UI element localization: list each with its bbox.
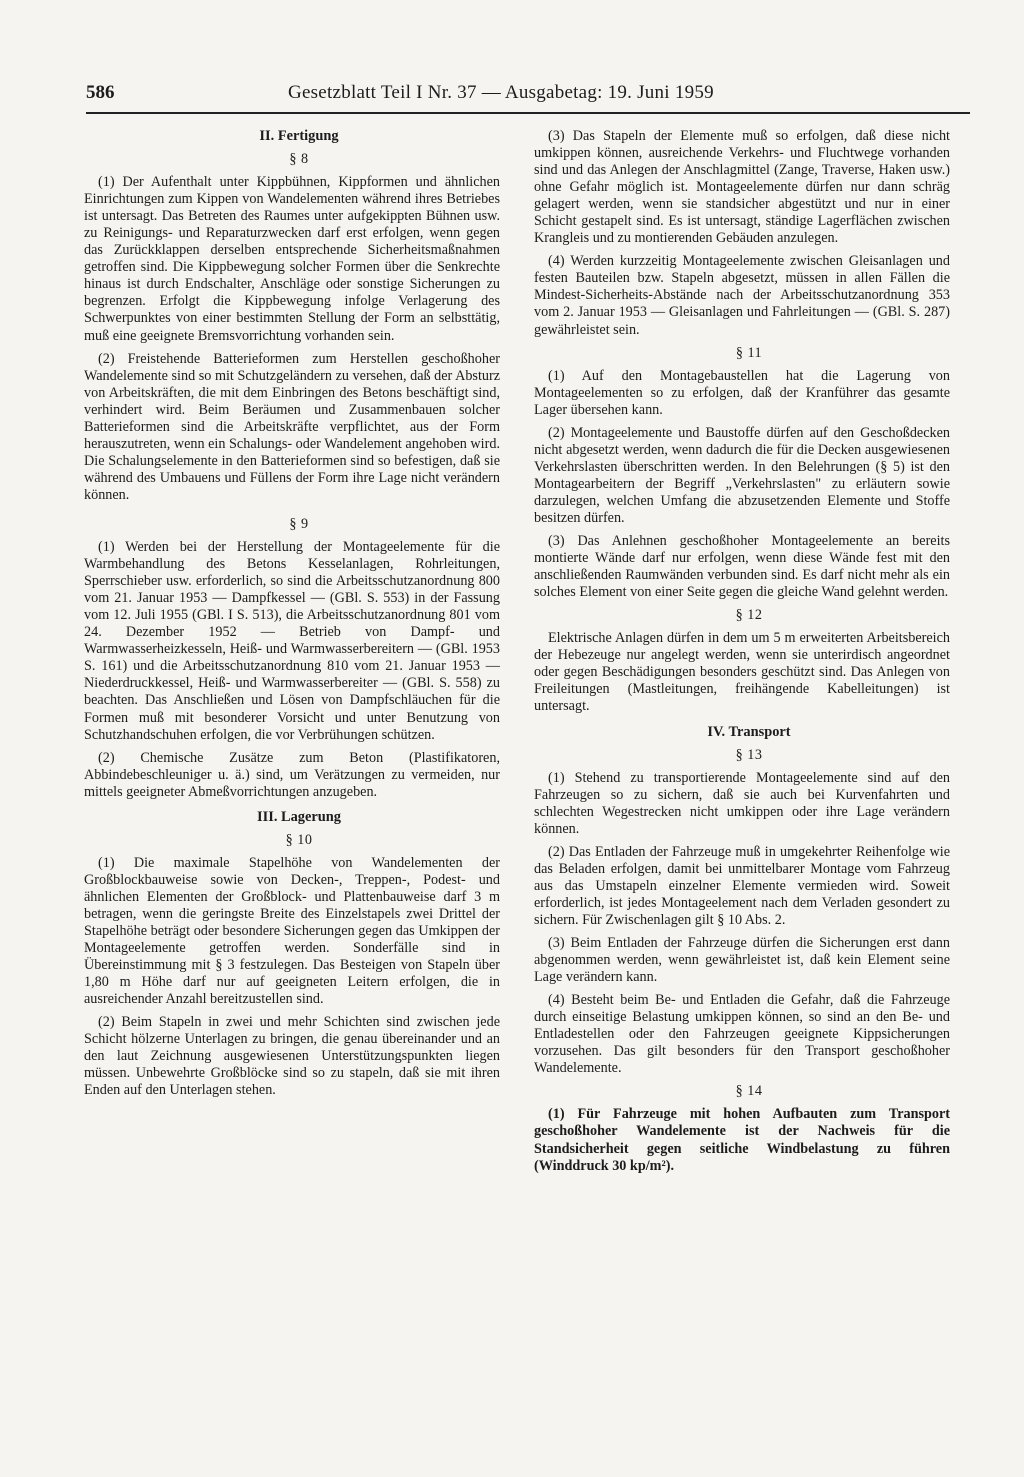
paragraph-9-1: (1) Werden bei der Herstellung der Montageelemente für die Warmbehandlung des Betons Kesselanlagen, Rohrleitungen, Sperrschieber usw. erforderlich, so sind die Arbeitsschutzanordnung 800 vom 21. Januar 1953 — Dampfkessel — (GBl. S. 553) in der Fassung vom 12. Juli 1955 (GBl. I S. 513), die Arbeitsschutzanordnung 801 vom 24. Dezember 1952 — Betrieb von Dampf- und Warmwasserheizkesseln, Heiß- und Warmwasserbereitern — (GBl. 1953 S. 161) und die Arbeitsschutzanordnung 810 vom 21. Januar 1953 — Niederdruckkessel, Heiß- und Warmwasserbereiter — (GBl. S. 558) zu beachten. Das Anschließen und Lösen von Dampfschläuchen für die Formen muß mit besonderer Vorsicht und unter Benutzung von Schutzhandschuhen erfolgen, die vor Verbrühungen schützen. — [84, 539, 500, 743]
paragraph-11-3: (3) Das Anlehnen geschoßhoher Montageelemente an bereits montierte Wände darf nur erfolgen, wenn diese Wände fest mit den anschließenden Raumwänden verbunden sind. Es darf nicht mehr als ein solches Element von einer Seite gegen die gleiche Wand gelehnt werden. — [534, 533, 950, 601]
paragraph-number-13: § 13 — [735, 746, 763, 763]
paragraph-number-11: § 11 — [735, 344, 763, 361]
right-column — [534, 128, 950, 1181]
paragraph-number-12: § 12 — [735, 607, 763, 624]
paragraph-9-2: (2) Chemische Zusätze zum Beton (Plastifikatoren, Abbindebeschleuniger u. ä.) sind, um Verätzungen zu vermeiden, nur mittels geeigneter Abmeßvorrichtungen anzugeben. — [84, 749, 500, 800]
paragraph-11-2: (2) Montageelemente und Baustoffe dürfen auf den Geschoßdecken nicht abgesetzt werden, wenn dadurch die für die Decken ausgewiesenen Verkehrslasten überschritten werden. In den Belehrungen (§ 5) ist den Montagearbeitern der Begriff „Verkehrslasten" zu erläutern sowie darzulegen, welchen Umfang die abzusetzenden Elemente und Stoffe besitzen dürfen. — [534, 424, 950, 526]
paragraph-12: Elektrische Anlagen dürfen in dem um 5 m erweiterten Arbeitsbereich der Hebezeuge nur angelegt werden, wenn sie unterirdisch angeordnet oder gegen Beschädigungen besonders geschützt sind. Das Anlegen von Freileitungen (Mastleitungen, freihängende Kabelleitungen) ist untersagt. — [534, 630, 950, 715]
paragraph-number-8: § 8 — [289, 151, 309, 168]
paragraph-8-2: (2) Freistehende Batterieformen zum Herstellen geschoßhoher Wandelemente sind so mit Schutzgeländern zu versehen, daß der Absturz von Arbeitskräften, die mit dem Einbringen des Betons beschäftigt sind, verhindert wird. Beim Beräumen und Zusammenbauen solcher Batterieformen sind die Arbeitskräfte verpflichtet, aus der Form herauszutreten, wenn ein Schalungs- oder Wandelement angehoben wird. Die Schalungselemente in den Batterieformen sind so befestigen, daß sie während des Umbauens und Füllens der Form ihre Lage nicht verändern können. — [84, 350, 500, 503]
section-heading-lagerung: III. Lagerung — [257, 808, 341, 825]
paragraph-10-3: (3) Das Stapeln der Elemente muß so erfolgen, daß diese nicht umkippen können, ausreichende Verkehrs- und Fluchtwege vorhanden sind und das Anlegen der Anschlagmittel (Zange, Traverse, Haken usw.) ohne Gefahr möglich ist. Montageelemente dürfen nur dann schräg gelagert werden, wenn sie standsicher abgestützt und nur in einer Schicht gestapelt sind. Es ist untersagt, ständige Lagerflächen zwischen Krangleis und zu montierenden Gebäuden anzulegen. — [534, 128, 950, 247]
paragraph-13-4: (4) Besteht beim Be- und Entladen die Gefahr, daß die Fahrzeuge durch einseitige Belastung umkippen können, so sind an den Be- und Entladestellen oder den Fahrzeugen geeignete Kippsicherungen vorzusehen. Das gilt besonders für den Transport geschoßhoher Wandelemente. — [534, 992, 950, 1077]
paragraph-11-1: (1) Auf den Montagebaustellen hat die Lagerung von Montageelementen so zu erfolgen, daß der Kranführer das gesamte Lager übersehen kann. — [534, 367, 950, 418]
paragraph-13-3: (3) Beim Entladen der Fahrzeuge dürfen die Sicherungen erst dann abgenommen werden, wenn gewährleistet ist, daß kein Element seine Lage verändern kann. — [534, 935, 950, 986]
paragraph-13-1: (1) Stehend zu transportierende Montageelemente sind auf den Fahrzeugen so zu sichern, daß sie auch bei Kurvenfahrten und schlechten Wegestrecken nicht umkippen oder ihre Lage verändern können. — [534, 769, 950, 837]
paragraph-8-1: (1) Der Aufenthalt unter Kippbühnen, Kippformen und ähnlichen Einrichtungen zum Kippen von Wandelementen während ihres Betriebes ist untersagt. Das Betreten des Raumes unter aufgekippten Bühnen usw. zu Reinigungs- und Reparaturzwecken darf erst erfolgen, wenn gegen das Zurückklappen derselben entsprechende Sicherheitsmaßnahmen getroffen sind. Die Kippbewegung solcher Formen über die Senkrechte hinaus ist durch Endschalter, Anschläge oder sonstige Sicherungen zu begrenzen. Erfolgt die Kippbewegung infolge Verlagerung des Schwerpunktes von einer bestimmten Stellung der Form an selbsttätig, muß eine geeignete Bremsvorrichtung vorhanden sein. — [84, 174, 500, 344]
page-header — [86, 74, 970, 122]
paragraph-10-2: (2) Beim Stapeln in zwei und mehr Schichten sind zwischen jede Schicht hölzerne Unterlagen zu bringen, die genau übereinander und an den laut Zeichnung ausgewiesenen Unterstützungspunkten liegen müssen. Unbewehrte Großblöcke sind so zu stapeln, daß sie mit ihren Enden auf den Unterlagen stehen. — [84, 1014, 500, 1099]
paragraph-10-4: (4) Werden kurzzeitig Montageelemente zwischen Gleisanlagen und festen Bauteilen bzw. Stapeln abgesetzt, müssen in allen Fällen die Mindest-Sicherheits-Abstände nach der Arbeitsschutzanordnung 353 vom 2. Januar 1953 — Gleisanlagen und Fahrleitungen — (GBl. S. 287) gewährleistet sein. — [534, 253, 950, 338]
paragraph-number-9: § 9 — [289, 515, 309, 532]
paragraph-14-1-wind-pressure: (Winddruck 30 kp/m²). — [534, 1157, 674, 1174]
paragraph-number-14: § 14 — [735, 1083, 763, 1100]
left-column — [84, 128, 500, 1105]
paragraph-number-10: § 10 — [285, 831, 313, 848]
header-rule — [86, 112, 970, 114]
paragraph-10-1: (1) Die maximale Stapelhöhe von Wandelementen der Großblockbauweise sowie von Decken-, Treppen-, Podest- und ähnlichen Elementen der Großblock- und Plattenbauweise darf 3 m betragen, wenn die geringste Breite des Einzelstapels zwei Drittel der Stapelhöhe beträgt oder besondere Sicherungen gegen das Umkippen der Montageelemente getroffen werden. Sonderfälle sind in Übereinstimmung mit § 3 festzulegen. Das Besteigen von Stapeln über 1,80 m Höhe darf nur auf geeigneten Leitern erfolgen, die in ausreichender Anzahl bereitzustellen sind. — [84, 854, 500, 1008]
section-heading-transport: IV. Transport — [707, 723, 791, 740]
page-number: 586 — [86, 82, 115, 103]
paragraph-14-1 — [534, 1106, 950, 1174]
paragraph-13-2: (2) Das Entladen der Fahrzeuge muß in umgekehrter Reihenfolge wie das Beladen erfolgen, damit bei unmittelbarer Montage vom Fahrzeug aus das Umstapeln einzelner Elemente vermieden wird. Soweit erforderlich, ist jedes Montageelement nach dem Verladen gesondert zu sichern. Für Zwischenlagen gilt § 10 Abs. 2. — [534, 843, 950, 928]
section-heading-fertigung: II. Fertigung — [259, 128, 339, 144]
paragraph-14-1-text: (1) Für Fahrzeuge mit hohen Aufbauten zum Transport geschoßhoher Wandelemente ist der Nachweis für die Standsicherheit gegen seitliche Windbelastung zu führen — [534, 1106, 950, 1157]
header-title: Gesetzblatt Teil I Nr. 37 — Ausgabetag: 19. Juni 1959 — [288, 82, 714, 103]
